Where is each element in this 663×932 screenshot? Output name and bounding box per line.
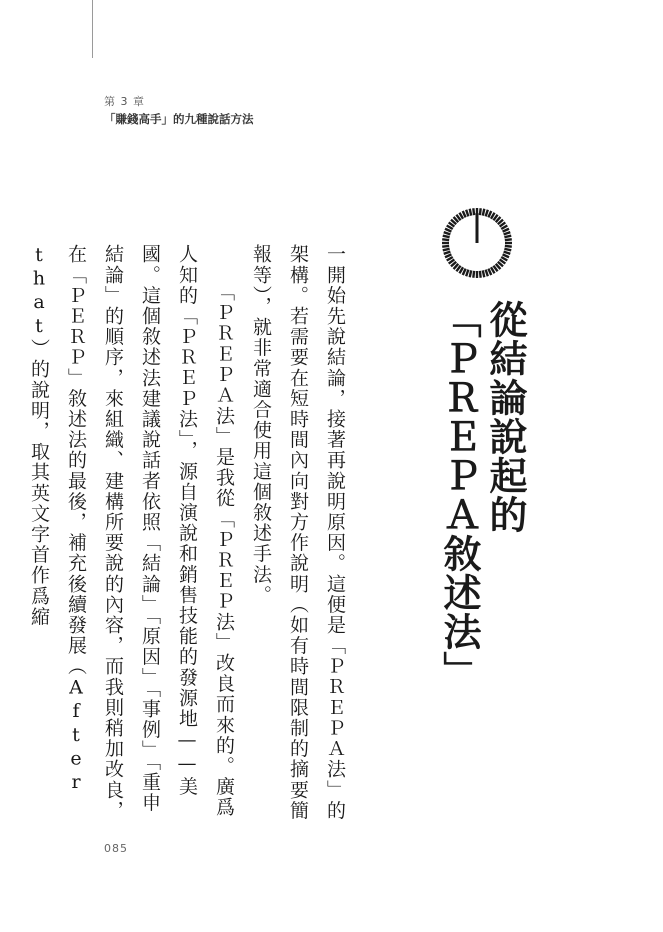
clock-tick [486,270,488,277]
paragraph-1: 一開始先說結論，接著再說明原因。這便是「ＰＲＥＰＡ法」的架構。若需要在短時間內向對方作說明（如有時間限制的摘要簡報等），就非常適合使用這個敘述手法。 [250,244,346,821]
clock-tick [488,211,491,217]
clock-tick [444,252,451,254]
clock-tick [466,210,468,217]
clock-tick [483,270,484,277]
clock-tick [504,252,511,254]
page-number: 085 [104,842,128,855]
section-heading [436,300,528,690]
clock-tick [445,229,451,232]
top-margin-rule [92,0,93,58]
paragraph-2: 「ＰＲＥＰＡ法」是我從「ＰＲＥＰ法」改良而來的。廣爲人知的「ＰＲＥＰ法」，源自演說和銷售技能的發源地——美國。這個敘述法建議說話者依照「結論」「原因」「事例」「重申結論」的順序，來組織、建構所要說的內容，而我則稍加改良，在「ＰＥＲＰ」敘述法的最後，補充後續發展（After that）的說明，取其英文字首作爲縮 [28,244,235,821]
section-heading-line1: 從結論說起的 [483,300,527,534]
clock-tick [442,246,449,247]
clock-tick [443,236,450,237]
clock-tick [505,239,512,240]
clock-tick [503,254,509,257]
clock-tick [480,271,481,278]
clock-tick [444,232,451,234]
clock-tick [504,232,511,234]
body-text [20,244,353,824]
clock-tick [504,236,511,237]
clock-icon [440,206,514,280]
chapter-title: 「賺錢高手」的九種說話方法 [104,112,254,126]
clock-tick [442,239,449,240]
clock-tick [463,211,466,217]
clock-tick [473,271,474,278]
clock-tick [483,209,484,216]
chapter-header [104,94,254,128]
clock-tick [503,229,509,232]
clock-tick [445,254,451,257]
clock-tick [505,246,512,247]
clock-tick [486,210,488,217]
clock-tick [470,209,471,216]
clock-tick [443,249,450,250]
clock-tick [470,270,471,277]
clock-tick [463,269,466,275]
chapter-number: 第 3 章 [104,95,145,108]
clock-tick [473,208,474,215]
section-heading-line2: 「ＰＲＥＰＡ敘述法」 [437,300,481,690]
clock-tick [488,269,491,275]
clock-tick [480,208,481,215]
clock-tick [466,270,468,277]
clock-tick [504,249,511,250]
